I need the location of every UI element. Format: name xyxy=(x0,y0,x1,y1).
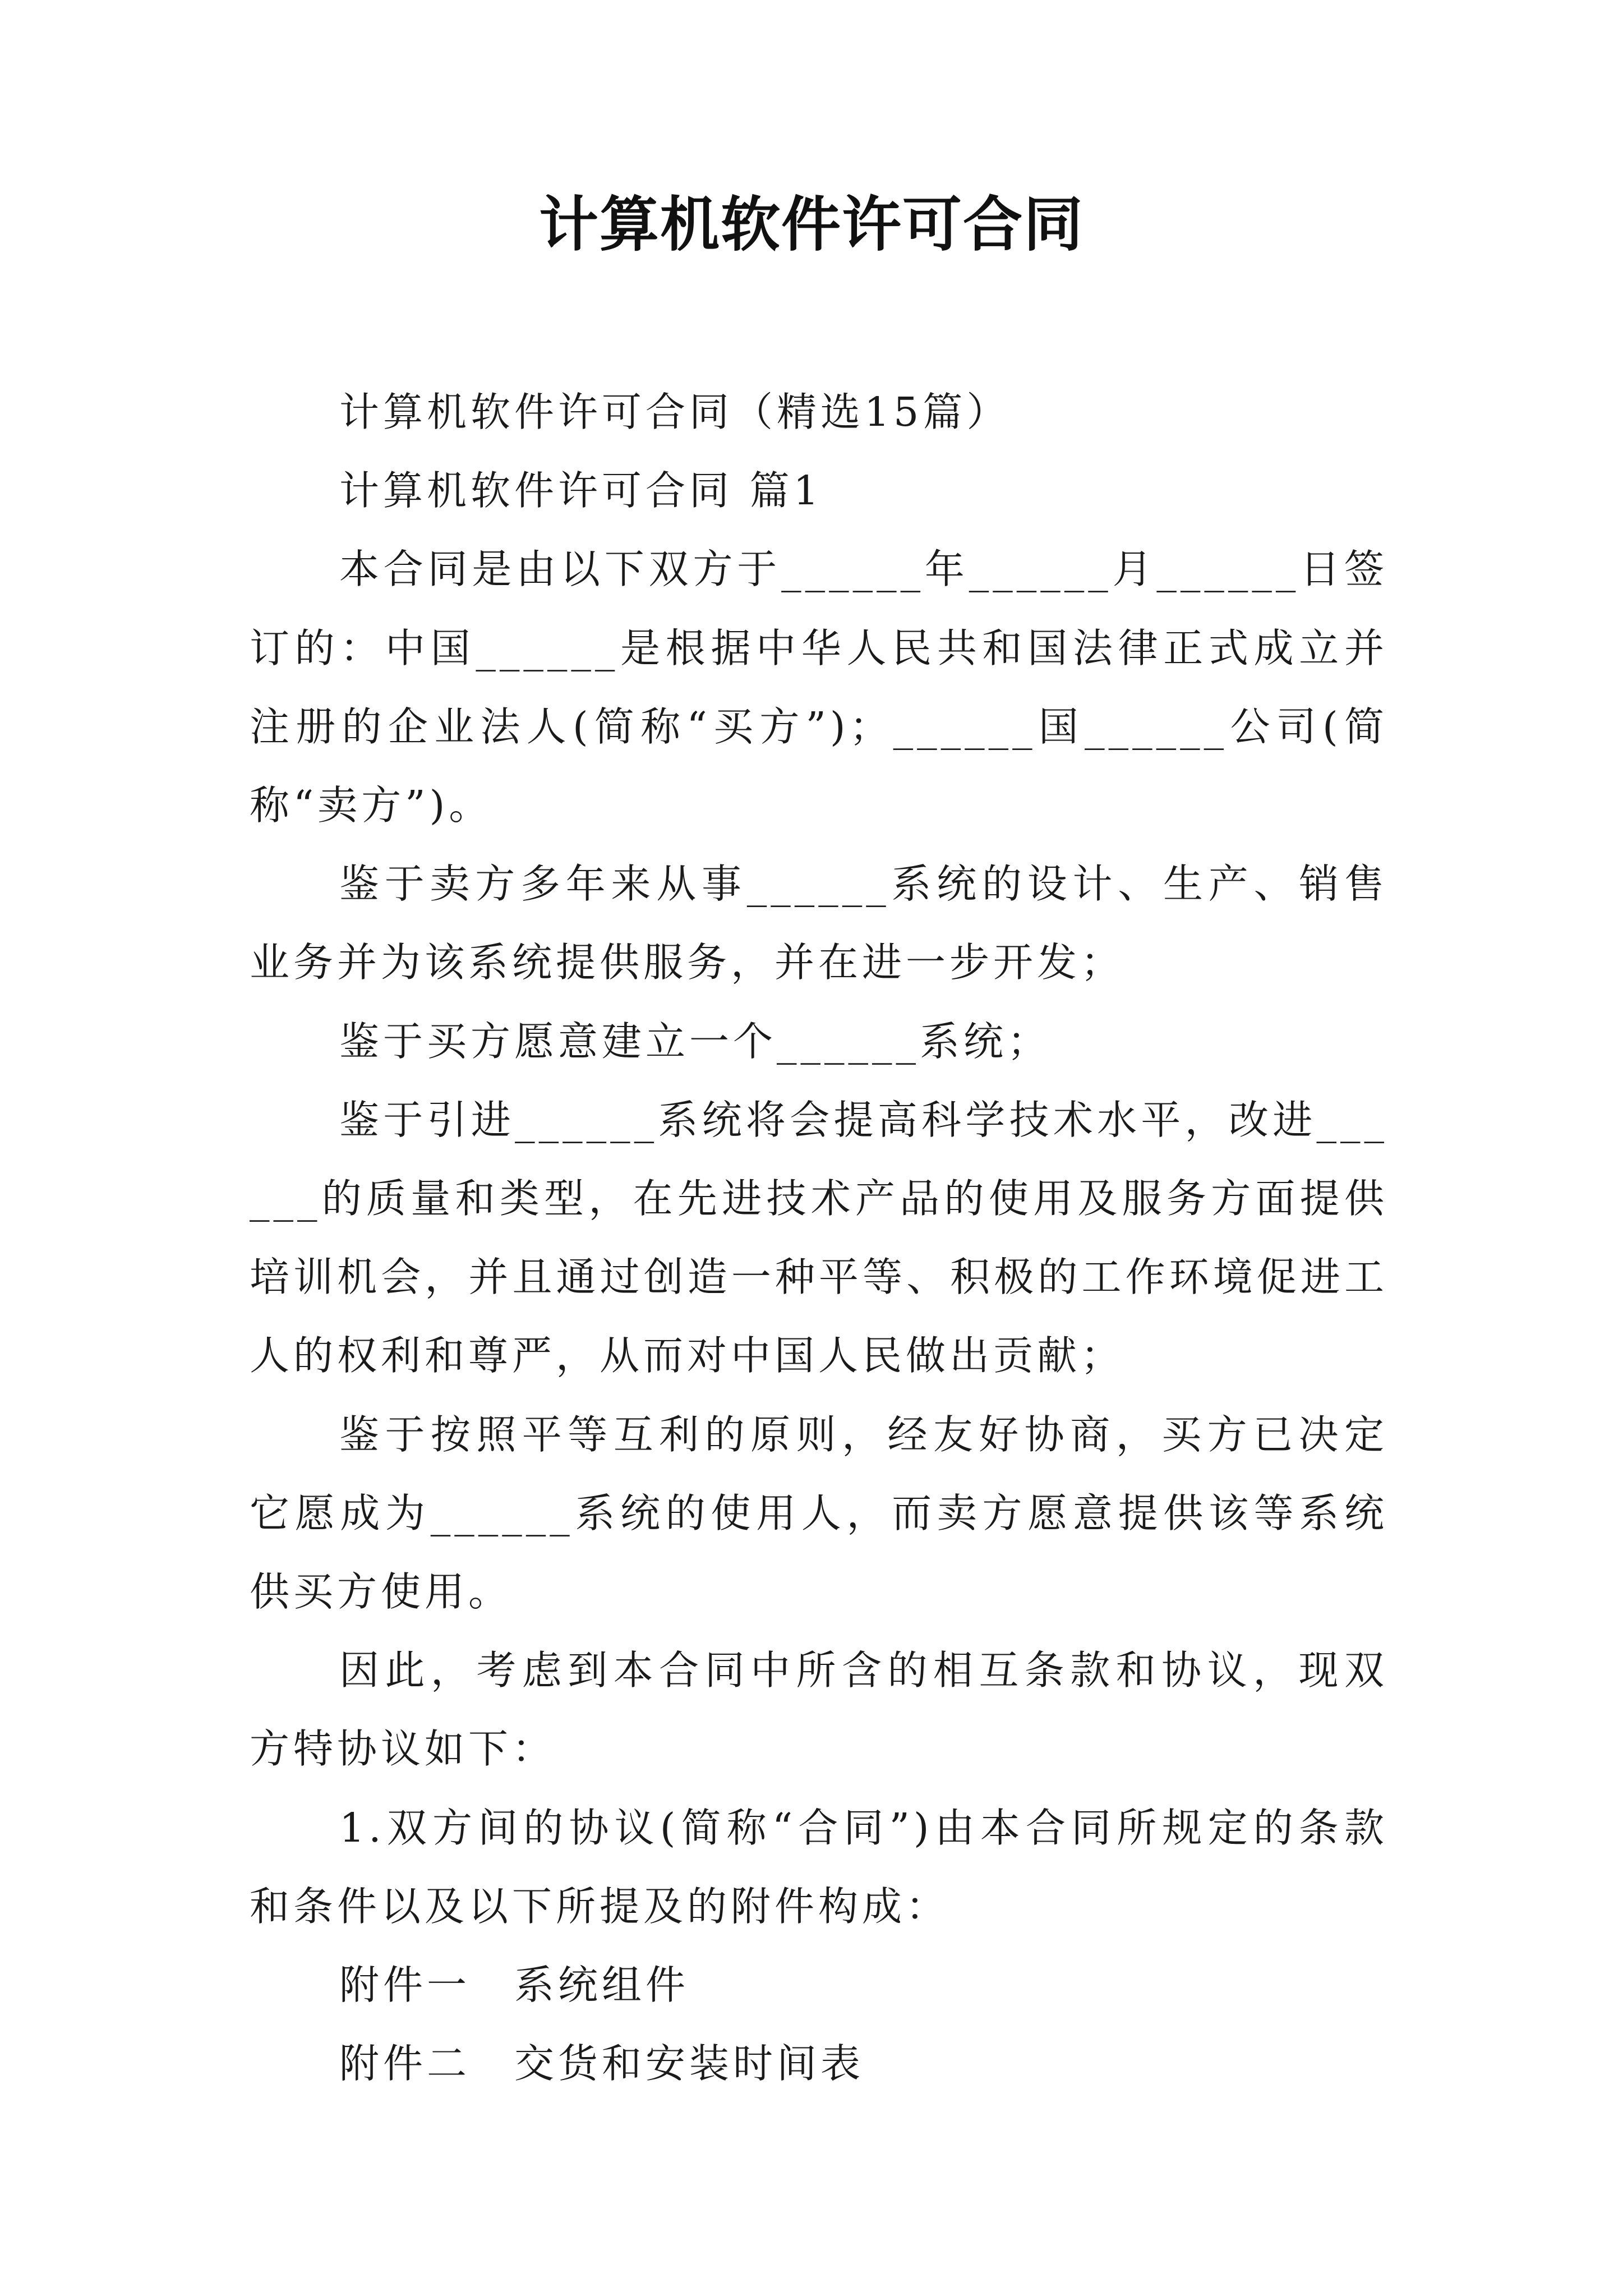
paragraph-whereas-buyer: 鉴于买方愿意建立一个______系统； xyxy=(339,1018,1052,1065)
paragraph-annex-1: 附件一 系统组件 xyxy=(339,1962,690,2009)
document-title: 计算机软件许可合同 xyxy=(539,189,1084,259)
paragraph-clause-1: 1.双方间的协议(简称“合同”)由本合同所规定的条款和条件以及以下所提及的附件构成： xyxy=(250,1804,1388,1930)
paragraph-therefore: 因此，考虑到本合同中所含的相互条款和协议，现双方特协议如下： xyxy=(250,1647,1388,1773)
document-body xyxy=(250,373,1388,2103)
paragraph-annex-2: 附件二 交货和安装时间表 xyxy=(339,2040,865,2087)
paragraph-whereas-seller: 鉴于卖方多年来从事______系统的设计、生产、销售业务并为该系统提供服务，并在进一步开发； xyxy=(250,861,1388,986)
paragraph-section-heading: 计算机软件许可合同 篇1 xyxy=(339,467,823,514)
paragraph-parties: 本合同是由以下双方于______年______月______日签订的：中国______是根据中华人民共和国法律正式成立并注册的企业法人(简称“买方”)；______国______公司(简称“卖方”)。 xyxy=(250,546,1388,829)
paragraph-whereas-introduction: 鉴于引进______系统将会提高科学技术水平，改进______的质量和类型，在先进技术产品的使用及服务方面提供培训机会，并且通过创造一种平等、积极的工作环境促进工人的权利和尊严，从而对中国人民做出贡献； xyxy=(250,1096,1388,1379)
paragraph-whereas-agreement: 鉴于按照平等互利的原则，经友好协商，买方已决定它愿成为______系统的使用人，而卖方愿意提供该等系统供买方使用。 xyxy=(250,1411,1388,1616)
paragraph-subtitle: 计算机软件许可合同（精选15篇） xyxy=(339,389,1011,435)
